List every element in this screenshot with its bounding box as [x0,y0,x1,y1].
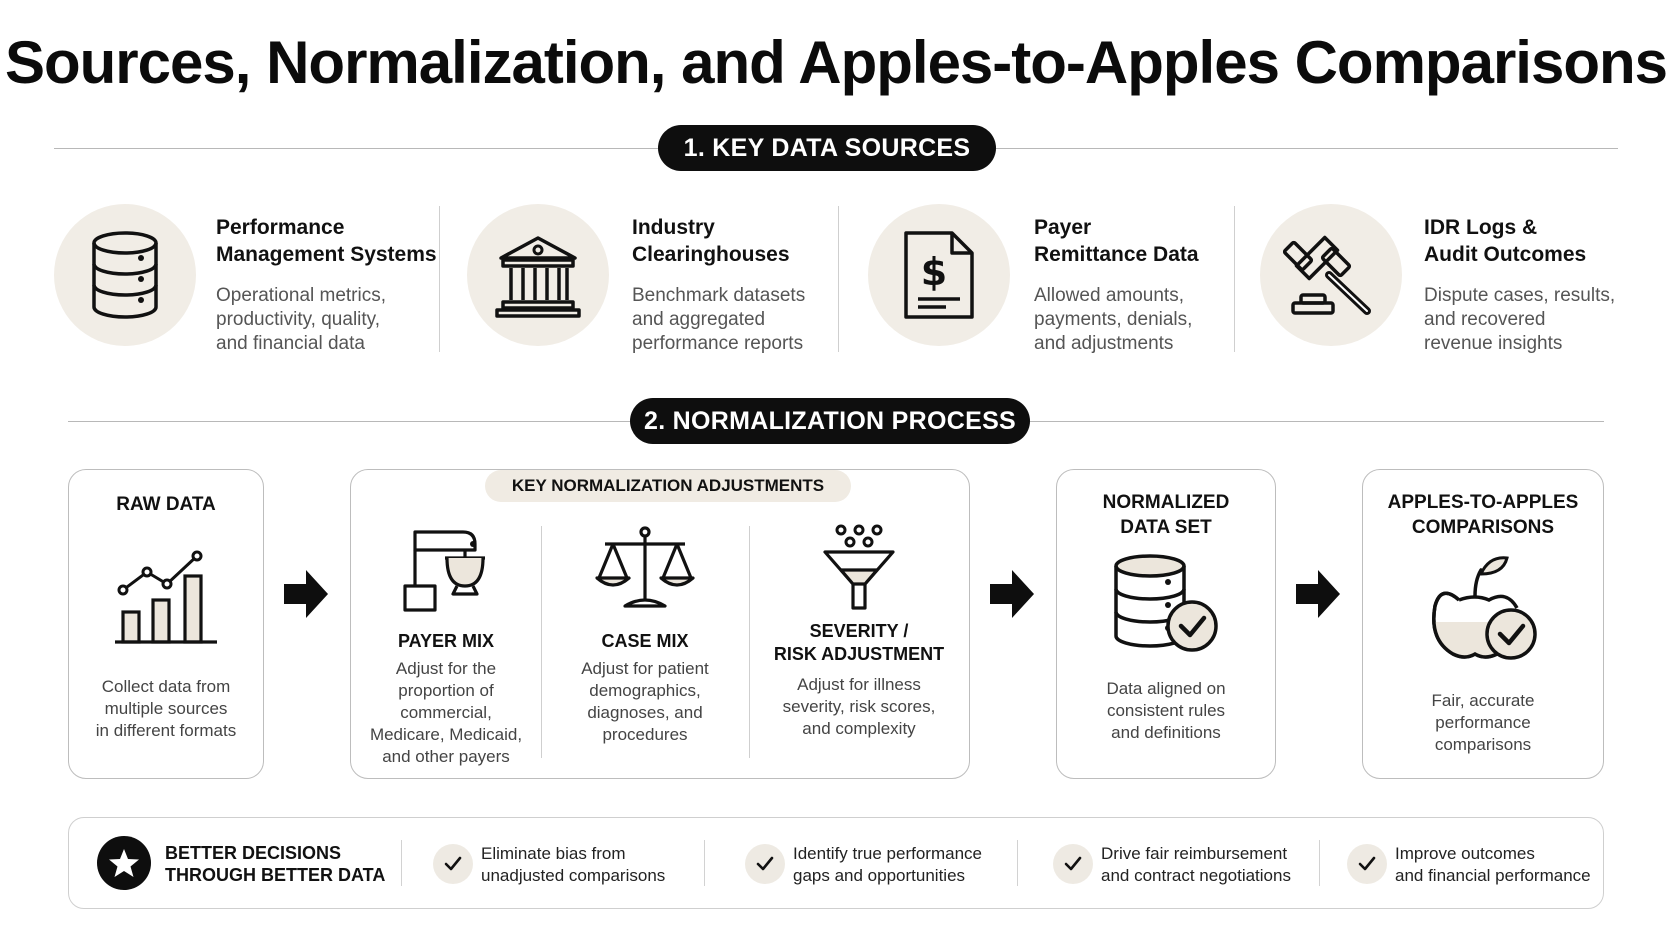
adjustment-description: Adjust for patient demographics, diagnoses, and procedures [581,659,709,744]
source-title: Industry Clearinghouses [632,216,790,266]
source-title: Performance Management Systems [216,216,437,266]
svg-text:$: $ [920,250,948,294]
adjustment-case-mix [541,470,749,778]
divider [1234,206,1235,352]
source-description: Operational metrics, productivity, quality, and financial data [216,285,387,354]
gavel-icon [1260,204,1402,346]
adjustment-payer-mix [351,470,541,778]
comparisons-title: APPLES-TO-APPLES COMPARISONS [1387,492,1579,538]
normalization-adjustments-card [350,469,970,779]
adjustment-severity-risk [749,470,969,778]
divider [1017,840,1018,886]
section-label-sources: 1. KEY DATA SOURCES [658,125,996,171]
divider [401,840,402,886]
benefit-text: Eliminate bias from unadjusted comparisons [481,844,666,885]
apple-check-icon [1363,550,1603,664]
apples-comparisons-card [1362,469,1604,779]
database-check-icon [1057,552,1275,656]
page-title: Sources, Normalization, and Apples-to-Apples Comparisons [4,29,1668,96]
divider [439,206,440,352]
source-title: Payer Remittance Data [1034,216,1199,266]
banner-heading: BETTER DECISIONS THROUGH BETTER DATA [165,843,386,885]
normalized-description: Data aligned on consistent rules and definitions [1106,679,1226,742]
database-icon [54,204,196,346]
divider [1319,840,1320,886]
divider [704,840,705,886]
benefit-text: Drive fair reimbursement and contract negotiations [1101,844,1291,885]
adjustment-description: Adjust for illness severity, risk scores, and complexity [782,675,936,738]
adjustment-title: PAYER MIX [397,631,495,651]
raw-data-title: RAW DATA [116,494,216,515]
mixer-icon [351,524,541,614]
source-card-clearinghouses [467,204,847,354]
benefits-banner [68,817,1604,909]
divider [838,206,839,352]
funnel-icon [749,524,969,614]
benefit-item [745,838,1015,890]
benefit-item [1347,838,1597,890]
arrow-right-icon [1294,568,1342,620]
benefit-text: Identify true performance gaps and opportunities [793,844,982,885]
normalized-title: NORMALIZED DATA SET [1102,492,1230,538]
comparisons-description: Fair, accurate performance comparisons [1431,691,1535,754]
adjustment-title: SEVERITY / RISK ADJUSTMENT [773,621,945,664]
bar-chart-icon [69,546,263,646]
check-icon [1053,844,1093,884]
source-title: IDR Logs & Audit Outcomes [1424,216,1587,266]
adjustment-title: CASE MIX [601,631,689,651]
source-description: Allowed amounts, payments, denials, and adjustments [1034,285,1193,354]
adjustments-label: KEY NORMALIZATION ADJUSTMENTS [485,470,851,502]
raw-data-card [68,469,264,779]
check-icon [1347,844,1387,884]
normalized-data-set-card [1056,469,1276,779]
source-description: Dispute cases, results, and recovered revenue insights [1424,285,1616,354]
benefit-item [433,838,703,890]
arrow-right-icon [282,568,330,620]
source-card-remittance [868,204,1228,354]
scales-icon [541,524,749,614]
source-description: Benchmark datasets and aggregated performance reports [632,285,806,354]
check-icon [745,844,785,884]
source-card-performance [54,204,444,354]
arrow-right-icon [988,568,1036,620]
star-icon [97,836,151,890]
source-card-idr-logs [1260,204,1620,354]
adjustment-description: Adjust for the proportion of commercial, Medicare, Medicaid, and other payers [369,659,523,766]
check-icon [433,844,473,884]
benefit-item [1053,838,1323,890]
bank-building-icon [467,204,609,346]
benefit-text: Improve outcomes and financial performance [1395,844,1591,885]
raw-data-description: Collect data from multiple sources in different formats [95,677,237,740]
dollar-document-icon [868,204,1010,346]
section-label-normalization: 2. NORMALIZATION PROCESS [630,398,1030,444]
